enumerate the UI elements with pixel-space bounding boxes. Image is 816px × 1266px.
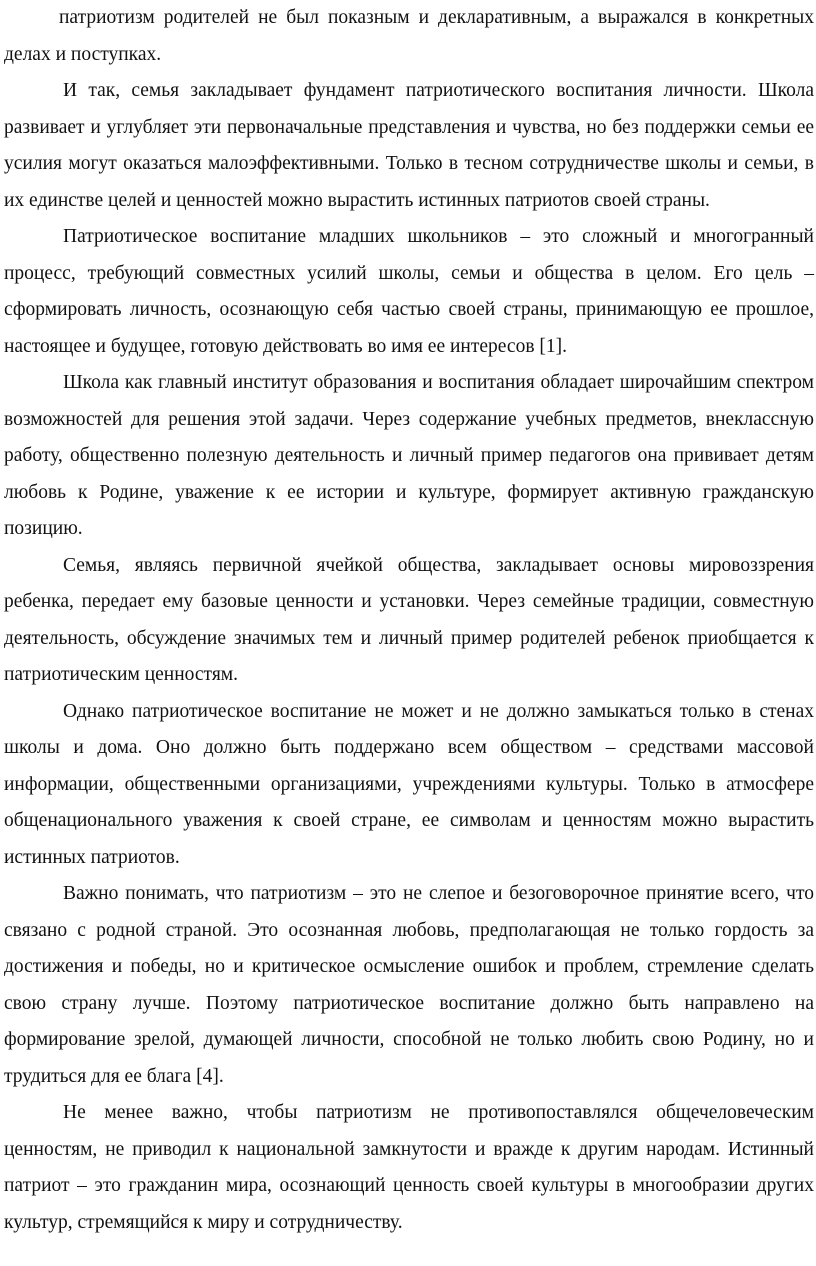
paragraph-4: Школа как главный институт образования и воспитания обладает широчайшим спектром возможностей для решения этой задачи. Через содержание учебных предметов, внеклассную работу, общественно полезную деятельность и личный пример педагогов она прививает детям любовь к Родине, уважение к ее истории и культуре, формирует активную гражданскую позицию. <box>4 372 814 539</box>
paragraph-1: патриотизм родителей не был показным и декларативным, а выражался в конкретных делах и поступках. <box>4 7 814 65</box>
paragraph-7: Важно понимать, что патриотизм – это не слепое и безоговорочное принятие всего, что связано с родной страной. Это осознанная любовь, предполагающая не только гордость за достижения и победы, но и критическое осмысление ошибок и проблем, стремление сделать свою страну лучше. Поэтому патриотическое воспитание должно быть направлено на формирование зрелой, думающей личности, способной не только любить свою Родину, но и трудиться для ее блага [4]. <box>4 883 814 1087</box>
paragraph-2: И так, семья закладывает фундамент патриотического воспитания личности. Школа развивает и углубляет эти первоначальные представления и чувства, но без поддержки семьи ее усилия могут оказаться малоэффективными. Только в тесном сотрудничестве школы и семьи, в их единстве целей и ценностей можно вырастить истинных патриотов своей страны. <box>4 80 814 211</box>
paragraph-5: Семья, являясь первичной ячейкой общества, закладывает основы мировоззрения ребенка, передает ему базовые ценности и установки. Через семейные традиции, совместную деятельность, обсуждение значимых тем и личный пример родителей ребенок приобщается к патриотическим ценностям. <box>4 554 814 685</box>
paragraph-6: Однако патриотическое воспитание не может и не должно замыкаться только в стенах школы и дома. Оно должно быть поддержано всем обществом – средствами массовой информации, общественными организациями, учреждениями культуры. Только в атмосфере общенационального уважения к своей стране, ее символам и ценностям можно вырастить истинных патриотов. <box>4 700 814 868</box>
paragraph-8: Не менее важно, чтобы патриотизм не противопоставлялся общечеловеческим ценностям, не приводил к национальной замкнутости и вражде к другим народам. Истинный патриот – это гражданин мира, осознающий ценность своей культуры в многообразии других культур, стремящийся к миру и сотрудничеству. <box>4 1102 814 1233</box>
paragraph-3: Патриотическое воспитание младших школьников – это сложный и многогранный процесс, требующий совместных усилий школы, семьи и общества в целом. Его цель – сформировать личность, осознающую себя частью своей страны, принимающую ее прошлое, настоящее и будущее, готовую действовать во имя ее интересов [1]. <box>4 226 814 357</box>
